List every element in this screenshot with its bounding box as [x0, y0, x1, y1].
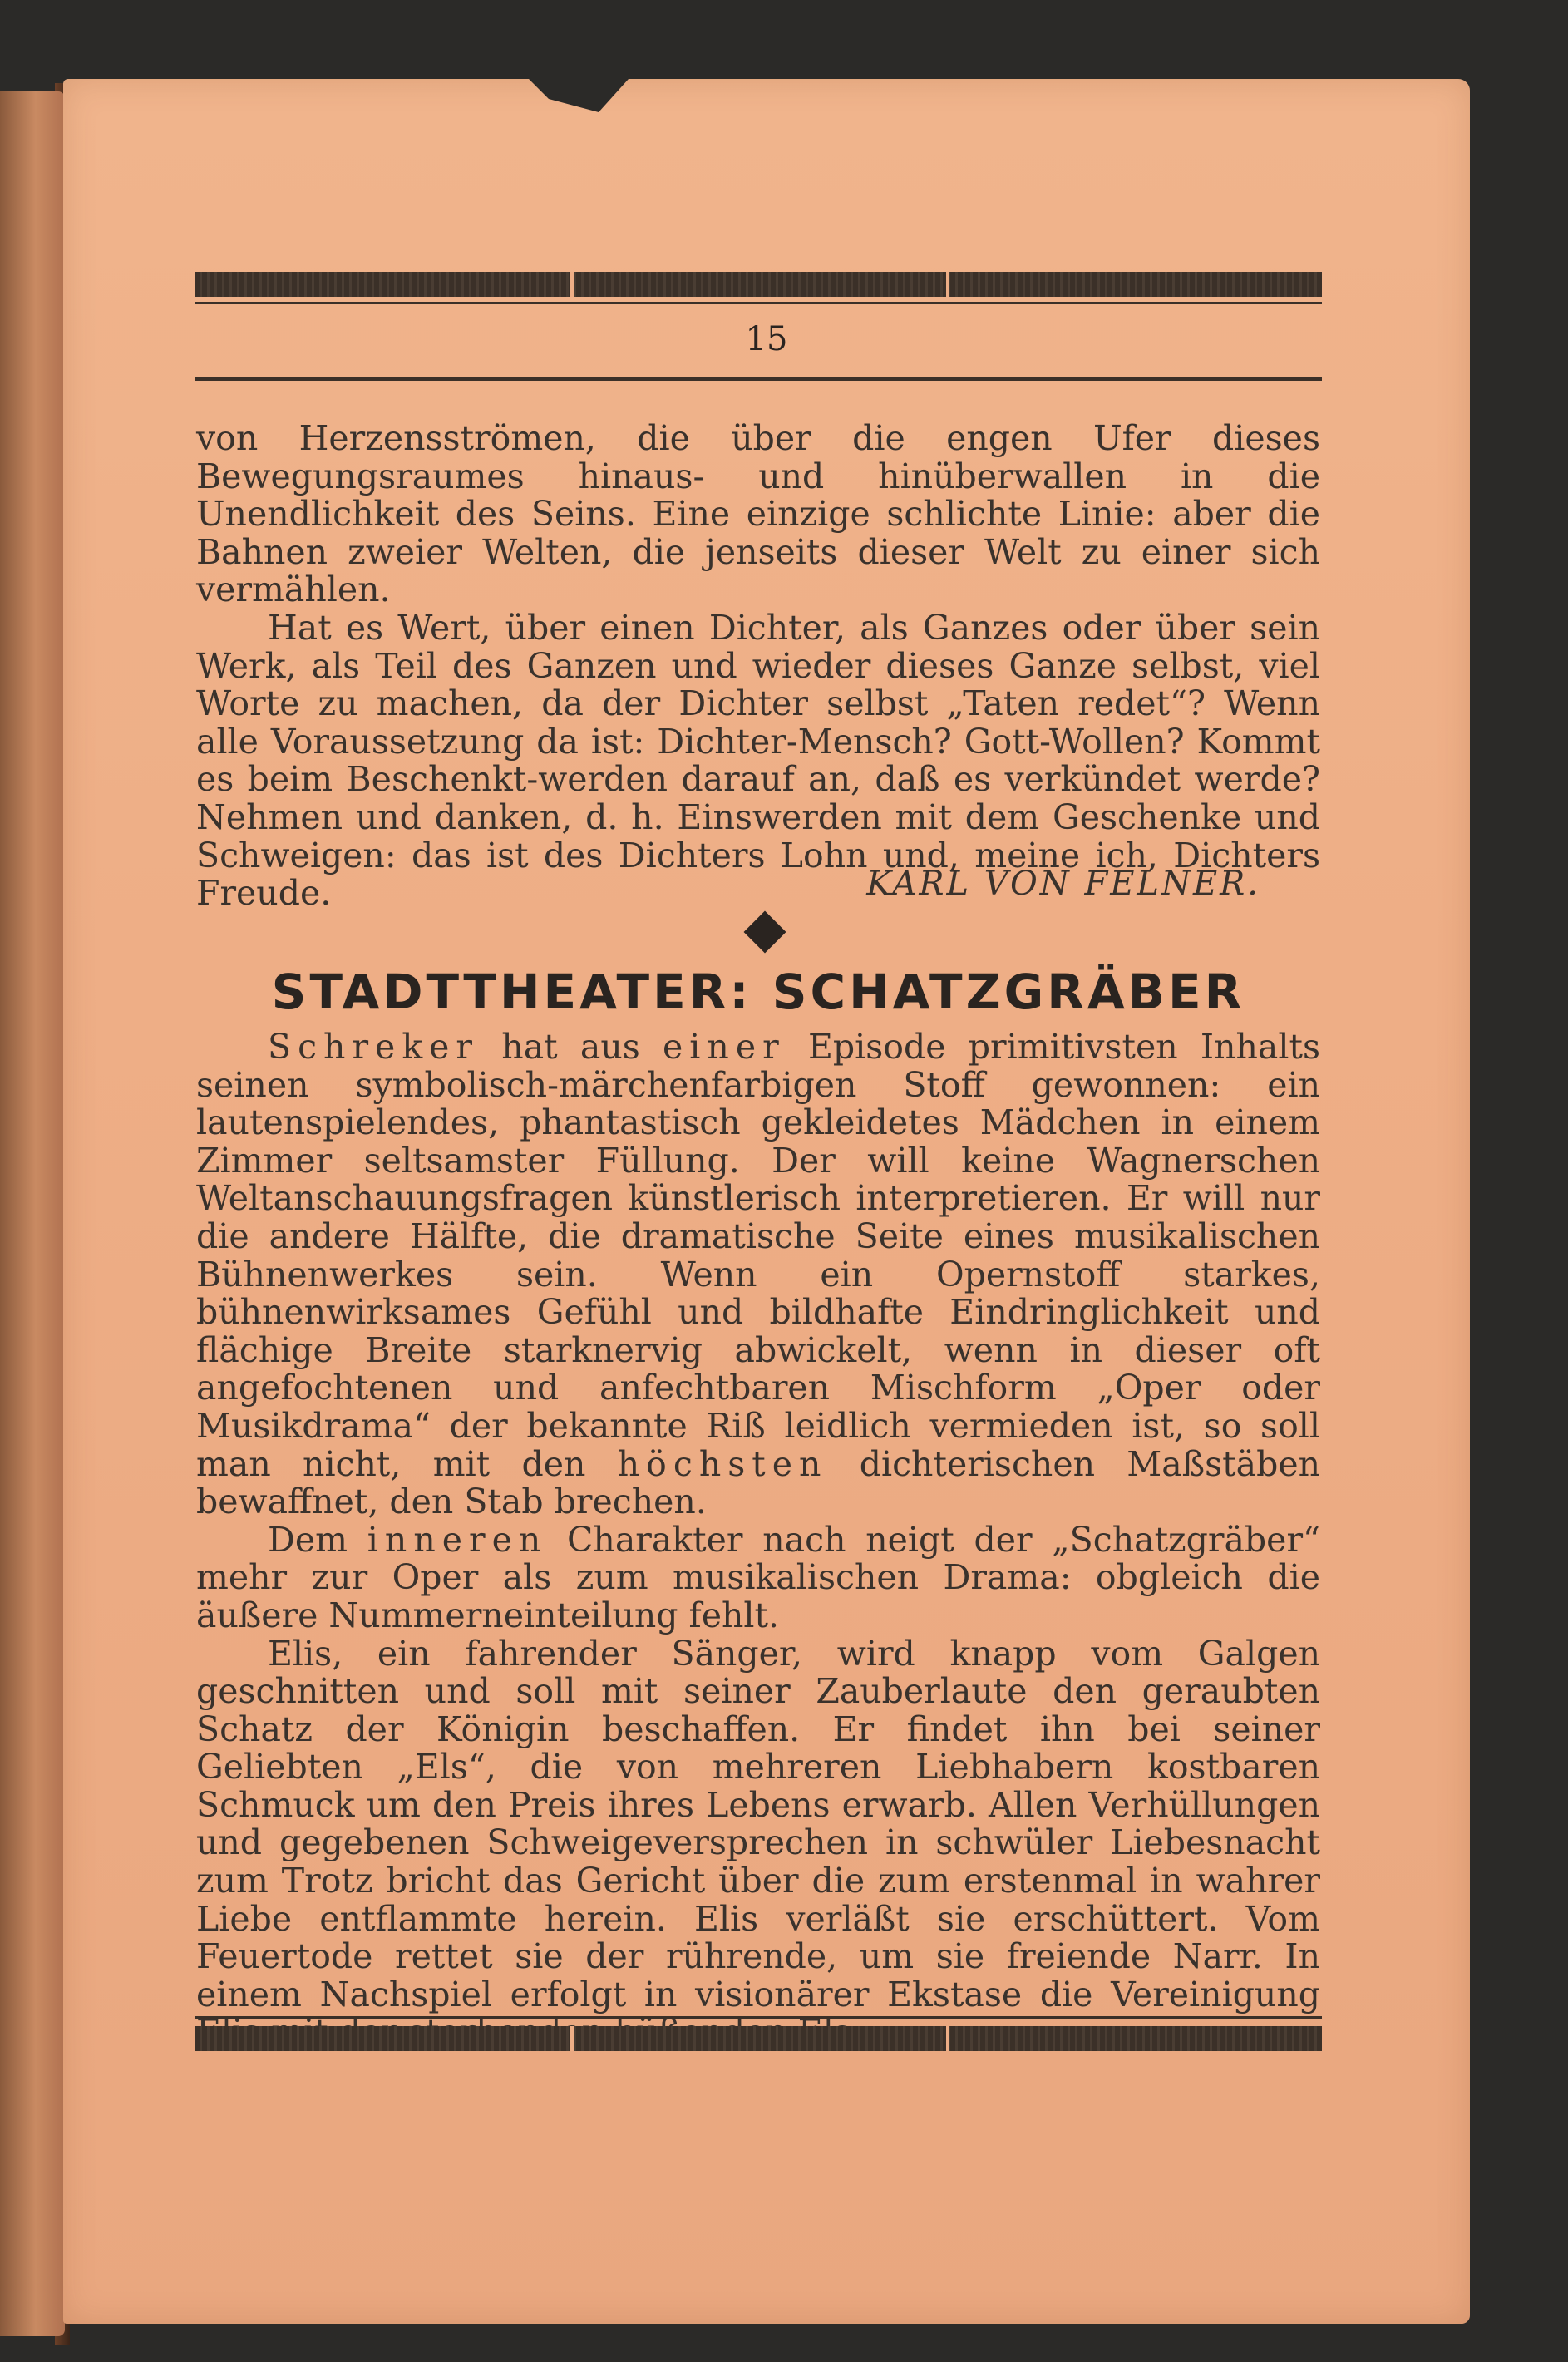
paragraph: Elis, ein fahrender Sänger, wird knapp vom Galgen geschnitten und soll mit seiner Zauberlaute den geraubten Schatz der Königin beschaffen. Er findet ihn bei seiner Geliebten „Els“, die von mehreren Liebhabern kostbaren Schmuck um den Preis ihres Lebens erwarb. Allen Verhüllungen und gegebenen Schweigeversprechen in schwüler Liebesnacht zum Trotz bricht das Gericht über die zum erstenmal in wahrer Liebe entflammte herein. Elis verläßt sie erschüttert. Vom Feuertode rettet sie der rührende, um sie freiende Narr. In einem Nachspiel erfolgt in visionärer Ekstase die Vereinigung: [196, 1633, 1320, 2014]
text-run: Dem: [268, 1519, 367, 1560]
diamond-ornament: [744, 911, 786, 954]
author-signature: KARL VON FELNER.: [866, 865, 1260, 903]
paragraph: von Herzensströmen, die über die engen Ufer dieses Bewegungsraumes hinaus- und hinüberwallen in die Unendlichkeit des Seins. Eine einzige schlichte Linie: aber die Bahnen zweier Welten, die jenseits dieser Welt zu einer sich vermählen.: [196, 418, 1320, 610]
spaced-name: Schreker: [268, 1027, 480, 1067]
intro-text: [196, 420, 1320, 913]
header-rule: [195, 377, 1322, 381]
book-page: [63, 79, 1470, 2324]
text-run: dichterischen Maßstäben bewaffnet, den Stab brechen.: [196, 1443, 1320, 1522]
spaced-word: inneren: [367, 1519, 548, 1560]
spaced-word: einer: [663, 1027, 786, 1067]
paragraph: Hat es Wert, über einen Dichter, als Ganzes oder über sein Werk, als Teil des Ganzen und wieder dieses Ganze selbst, viel Worte zu machen, da der Dichter selbst „Taten redet“? Wenn alle Voraussetzung da ist: Dichter-Mensch? Gott-Wollen? Kommt es beim Beschenkt-werden darauf an, daß es verkündet werde? Nehmen und danken, d. h. Einswerden mit dem Geschenke und Schweigen: das ist des Dichters Lohn und, meine ich, Dichters Freude.: [196, 607, 1320, 914]
text-run: Charakter nach neigt der „Schatzgräber“ mehr zur Oper als zum musikalischen Drama: obgleich die äußere Nummerneinteilung fehlt.: [196, 1519, 1321, 1635]
review-text: [196, 1028, 1320, 2052]
top-thin-rule: [195, 302, 1322, 304]
paragraph: [196, 1521, 1320, 1635]
text-run: hat aus: [479, 1027, 663, 1067]
section-heading: STADTTHEATER: SCHATZGRÄBER: [271, 964, 1245, 1020]
spaced-word: höchsten: [617, 1443, 828, 1484]
text-run: Episode primitivsten Inhalts seinen symbolisch-märchenfarbigen Stoff gewonnen: ein lautenspielendes, phantastisch gekleidetes Mädchen in einem Zimmer seltsamster Füllung. Der will keine Wagnerschen Weltanschauungsfragen künstlerisch interpretieren. Er will nur die andere Hälfte, die dramatische Seite eines musikalischen Bühnenwerkes sein. Wenn ein Opernstoff starkes, bühnenwirksames Gefühl und bildhafte Eindringlichkeit und flächige Breite starknervig abwickelt, wenn in dieser oft angefochtenen und anfechtbaren Mischform „Oper oder Musikdrama“ der bekannte Riß leidlich vermieden ist, so soll man nicht, mit den: [196, 1027, 1320, 1484]
paragraph: [196, 1028, 1320, 1521]
page-number: 15: [745, 320, 788, 358]
top-ornament-band: [195, 272, 1322, 297]
bottom-ornament-band: [195, 2026, 1322, 2051]
bottom-thin-rule: [195, 2016, 1322, 2019]
left-page-edge: [0, 91, 65, 2336]
page-tear: [529, 79, 629, 112]
